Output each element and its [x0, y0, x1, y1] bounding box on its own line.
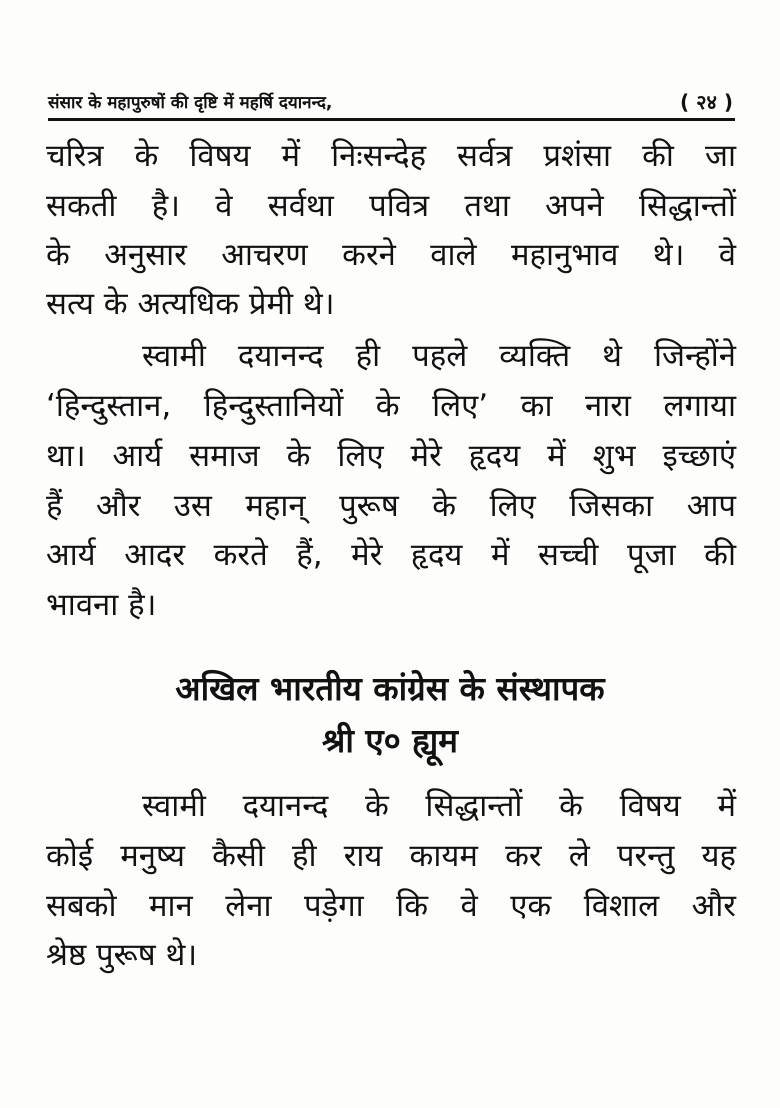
text-line: सत्य के अत्यधिक प्रेमी थे।	[46, 286, 335, 322]
text-line: सबको मान लेना पड़ेगा कि वे एक विशाल और	[46, 888, 736, 924]
text-line: चरित्र के विषय में निःसन्देह सर्वत्र प्रशंसा की जा	[46, 138, 736, 174]
running-header-title: संसार के महापुरुषों की दृष्टि में महर्षि दयानन्द,	[48, 93, 333, 113]
text-line: के अनुसार आचरण करने वाले महानुभाव थे। वे	[46, 237, 736, 273]
text-line: भावना है।	[46, 587, 157, 623]
text-line: हैं और उस महान् पुरूष के लिए जिसका आप	[46, 488, 736, 524]
heading-line: श्री ए० ह्यूम	[321, 721, 458, 760]
text-line: आर्य आदर करते हैं, मेरे हृदय में सच्ची पूजा की	[46, 537, 736, 573]
text-line: था। आर्य समाज के लिए मेरे हृदय में शुभ इच्छाएं	[46, 438, 736, 474]
text-line: स्वामी दयानन्द के सिद्धान्तों के विषय में	[142, 788, 736, 824]
page-number: ( २४ )	[679, 90, 733, 114]
text-line: सकती है। वे सर्वथा पवित्र तथा अपने सिद्धान्तों	[46, 188, 736, 224]
running-header	[48, 88, 735, 121]
text-line: ‘हिन्दुस्तान, हिन्दुस्तानियों के लिए’ का नारा लगाया	[46, 388, 736, 424]
text-line: स्वामी दयानन्द ही पहले व्यक्ति थे जिन्होंने	[142, 338, 736, 374]
text-line: श्रेष्ठ पुरूष थे।	[46, 937, 198, 973]
heading-line: अखिल भारतीय कांग्रेस के संस्थापक	[175, 669, 605, 708]
text-line: कोई मनुष्य कैसी ही राय कायम कर ले परन्तु यह	[46, 838, 736, 874]
